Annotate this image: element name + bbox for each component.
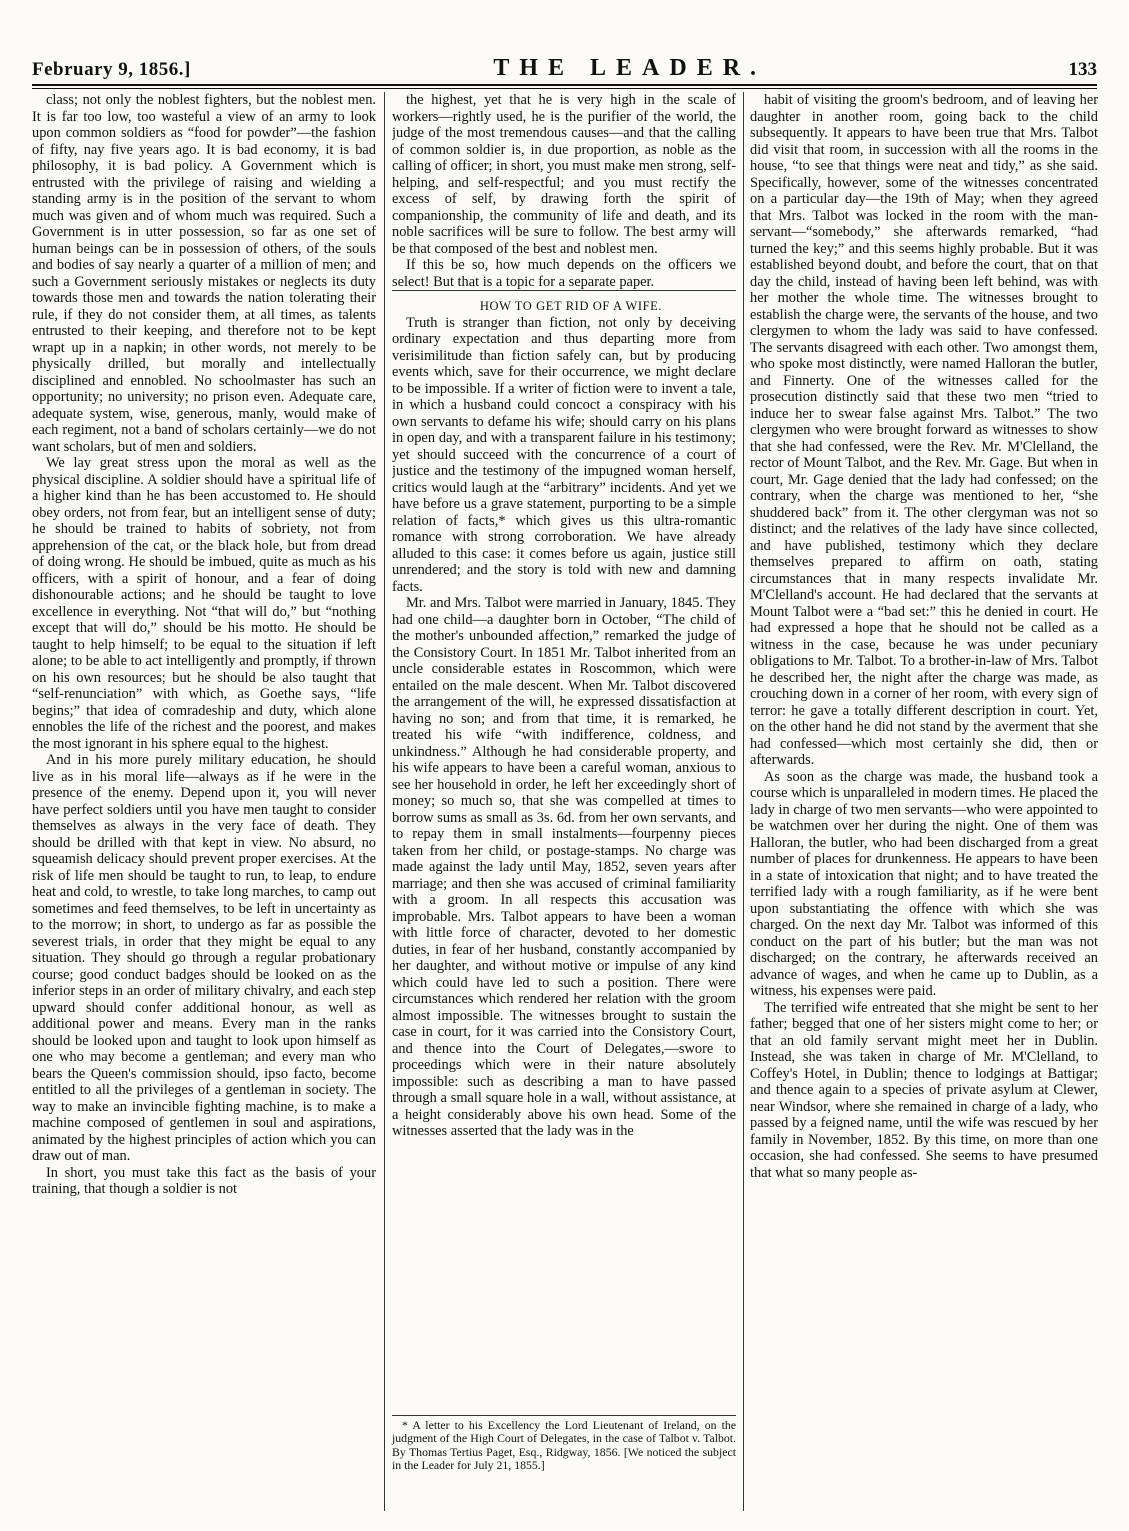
paragraph: In short, you must take this fact as the basis of your training, that though a soldier is not — [32, 1164, 376, 1197]
paragraph: As soon as the charge was made, the husband took a course which is unparalleled in modern times. He placed the lady in charge of two men servants—who were appointed to be watchmen over her during the night. One of them was Halloran, the butler, who had been discharged from a great number of places for drunkenness. He appears to have been in a state of intoxication that night; and to have treated the terrified lady with a rough familiarity, as if he were bent upon substantiating the offence with which she was charged. On the next day Mr. Talbot was informed of this conduct on the part of his butler; but the man was not discharged; on the contrary, he afterwards received an advance of wages, and when he came up to Dublin, as a witness, his expenses were paid. — [750, 768, 1098, 999]
masthead — [32, 50, 1097, 86]
issue-date: February 9, 1856.] — [32, 59, 191, 80]
paragraph: And in his more purely military education, he should live as in his moral life—always as if he were in the presence of the enemy. Depend upon it, you will never have perfect soldiers until you have men taught to consider themselves as always in the very face of death. They should be drilled with that kept in view. No absurd, no squeamish delicacy should prevent proper exercises. At the risk of life men should be taught to run, to leap, to endure heat and cold, to wrestle, to take long marches, to camp out sometimes and feed themselves, to be left in uncertainty as to the morrow; in short, to undergo as far as possible the severest trials, in order that they might be equal to any situation. They should go through a regular probationary course; good conduct badges should be looked on as the inferior steps in an order of military chivalry, and each step upward should confer additional honour, as well as additional power and means. Every man in the ranks should be looked upon and taught to look upon himself as one who may become a gentleman; and every man who bears the Queen's commission should, ipso facto, become entitled to all the privileges of a gentleman in society. The way to make an invincible fighting machine, is to make a machine composed of gentlemen in soul and aspirations, animated by the highest principles of action which you can draw out of man. — [32, 752, 376, 1164]
page-number: 133 — [1068, 59, 1097, 80]
masthead-rule — [32, 88, 1097, 89]
article-heading: HOW TO GET RID OF A WIFE. — [392, 290, 736, 315]
paragraph: Truth is stranger than fiction, not only by deceiving ordinary expectation and thus departing more from verisimilitude than fiction safely can, but by producing events which, save for their occurrence, we might declare to be impossible. If a writer of fiction were to invent a tale, in which a husband could concoct a conspiracy with his own servants to defame his wife; should carry on his plans in open day, and with a transparent failure in his testimony; yet should succeed with the concurrence of a court of justice and the testimony of the impugned woman herself, critics would laugh at the “arbitrary” incidents. And yet we have before us a grave statement, purporting to be a simple relation of facts,* which gives us this ultra-romantic romance with strong corroboration. We have already alluded to this case: it comes before us again, justice still unrendered; and the story is told with new and damning facts. — [392, 314, 736, 595]
column-divider — [384, 92, 385, 1511]
paragraph: class; not only the noblest fighters, but the noblest men. It is far too low, too wasteful a view of an army to look upon common soldiers as “food for powder”—the fashion of fifty, nay five years ago. It is bad economy, it is bad philosophy, it is bad policy. A Government which is entrusted with the privilege of raising and wielding a standing army is in the position of the servant to whom much was given and of whom much was required. Such a Government is in utter possession, so far as one set of human beings can be in possession of others, of the souls and bodies of say nearly a quarter of a million of men; and such a Government seriously mistakes or neglects its duty towards those men and towards the nation tolerating their rule, if they do not consider them, at all times, as talents entrusted to their keeping, and therefore not to be kept wrapt up in a napkin; in other words, not merely to be physically drilled, but morally and intellectually disciplined and ennobled. No schoolmaster has such an opportunity; no university; no prison even. Adequate care, adequate system, wise, generous, manly, would make of each regiment, not a band of scholars certainly—we do not want scholars, but of men and soldiers. — [32, 92, 376, 455]
paragraph: If this be so, how much depends on the officers we select! But that is a topic for a separate paper. — [392, 257, 736, 290]
footnote-text: * A letter to his Excellency the Lord Lieutenant of Ireland, on the judgment of the High Court of Delegates, in the case of Talbot v. Talbot. By Thomas Tertius Paget, Esq., Ridgway, 1856. [We noticed the subject in the Leader for July 21, 1855.] — [392, 1418, 736, 1473]
paragraph: Mr. and Mrs. Talbot were married in January, 1845. They had one child—a daughter born in October, “The child of the mother's unbounded affection,” remarked the judge of the Consistory Court. In 1851 Mr. Talbot inherited from an uncle considerable estates in Roscommon, which were entailed on the male descent. When Mr. Talbot discovered the arrangement of the will, he expressed dissatisfaction at having no son; and from that time, it is remarked, he treated his wife “with indifference, coldness, and unkindness.” Although he had considerable property, and his wife appears to have been a careful woman, anxious to see her household in order, he left her exceedingly short of money; so much so, that she was compelled at times to borrow sums as small as 3s. 6d. from her own servants, and to repay them in small instalments—fourpenny pieces taken from her child, or postage-stamps. No charge was made against the lady until May, 1852, seven years after marriage; and then she was accused of criminal familiarity with a groom. In all respects this accusation was improbable. Mrs. Talbot appears to have been a woman with little force of character, devoted to her domestic duties, in fear of her husband, constantly accompanied by her daughter, and without motive or impulse of any kind which could have led to such a position. There were circumstances which rendered her relation with the groom almost impossible. The witnesses brought to sustain the case in court, for it was carried into the Consistory Court, and thence into the Court of Delegates,—swore to proceedings which were in their nature absolutely impossible: such as describing a man to have passed through a small square hole in a wall, without assistance, at a height considerably above his own head. Some of the witnesses asserted that the lady was in the — [392, 595, 736, 1139]
paragraph: We lay great stress upon the moral as well as the physical discipline. A soldier should have a spiritual life of a higher kind than he has been accustomed to. He should obey orders, not from fear, but an intelligent sense of duty; he should be trained to habits of sobriety, not from apprehension of the cat, or the black hole, but from dread of doing wrong. He should be imbued, quite as much as his officers, with a spirit of honour, and a fear of doing dishonourable actions; and he should be taught to love excellence in everything. Not “that will do,” but “nothing except that will do,” should be his motto. He should be taught to help himself; to be equal to the situation if left alone; to be able to act intelligently and promptly, if thrown on his own resources; but he should be also taught that “self-renunciation” with which, as Goethe says, “life begins;” that idea of comradeship and duty, which alone ennobles the life of the richest and the poorest, and makes the most ignorant in his sphere equal to the highest. — [32, 455, 376, 752]
column-middle — [392, 92, 736, 1409]
paragraph: The terrified wife entreated that she might be sent to her father; begged that one of her sisters might come to her; or that an old family servant might meet her in Dublin. Instead, she was taken in charge of Mr. M'Clelland, to Coffey's Hotel, in Dublin; thence to lodgings at Battigar; and thence again to a species of private asylum at Clewer, near Windsor, where she remained in charge of a lady, who passed by a feigned name, until the wife was rescued by her family in November, 1852. By this time, on more than one occasion, she had confessed. She seems to have presumed that what so many people as- — [750, 999, 1098, 1181]
newspaper-title: THE LEADER. — [493, 55, 767, 81]
paragraph: habit of visiting the groom's bedroom, and of leaving her daughter in another room, going back to the child subsequently. It appears to have been true that Mrs. Talbot did visit that room, in succession with all the rooms in the house, “to see that things were neat and tidy,” as she said. Specifically, however, some of the witnesses concentrated on a particular day—the 19th of May; when they agreed that Mrs. Talbot was locked in the room with the man-servant—“somebody,” she afterwards remarked, “had turned the key;” and this seems highly probable. But it was established beyond doubt, and before the court, that on that day the child, instead of having been left behind, was with her mother the whole time. The witnesses brought to establish the charge were, the servants of the house, and two clergymen to whom the lady was said to have confessed. The servants disagreed with each other. Two amongst them, who spoke most distinctly, were named Halloran the butler, and Finnerty. One of the witnesses called for the prosecution distinctly said that these two men “tried to induce her to swear false against Mrs. Talbot.” The two clergymen who were brought forward as witnesses to show that she had confessed, were the Rev. Mr. M'Clelland, the rector of Mount Talbot, and the Rev. Mr. Gage. But when in court, Mr. Gage denied that the lady had confessed; on the contrary, when the charge was mentioned to her, “she shuddered back” from it. The other clergyman was not so distinct; and the relatives of the lady have since collected, and have published, testimony which they declare themselves prepared to affirm on oath, stating circumstances that in many respects invalidate Mr. M'Clelland's account. He had declared that the servants at Mount Talbot were a “bad set:” this he denied in court. He had expressed a hope that he should not be called as a witness in the case, because he was under pecuniary obligations to Mr. Talbot. To a brother-in-law of Mrs. Talbot he described her, the night after the charge was made, as crouching down in a corner of her room, with every sign of terror: he gave a totally different description in court. Yet, on the other hand he did not stand by the averment that she had confessed—which most certainly she did, then or afterwards. — [750, 92, 1098, 768]
footnote — [392, 1415, 736, 1473]
column-left — [32, 92, 376, 1515]
column-divider — [743, 92, 744, 1511]
paragraph: the highest, yet that he is very high in the scale of workers—rightly used, he is the purifier of the world, the judge of the most tremendous causes—and that the calling of common soldier is, in due proportion, as noble as the calling of officer; in short, you must make men strong, self-helping, and self-respectful; and you must rectify the excess of self, by drawing forth the spirit of companionship, the community of life and death, and its noble sacrifices will be sure to follow. The best army will be that composed of the best and noblest men. — [392, 92, 736, 257]
column-right — [750, 92, 1098, 1515]
